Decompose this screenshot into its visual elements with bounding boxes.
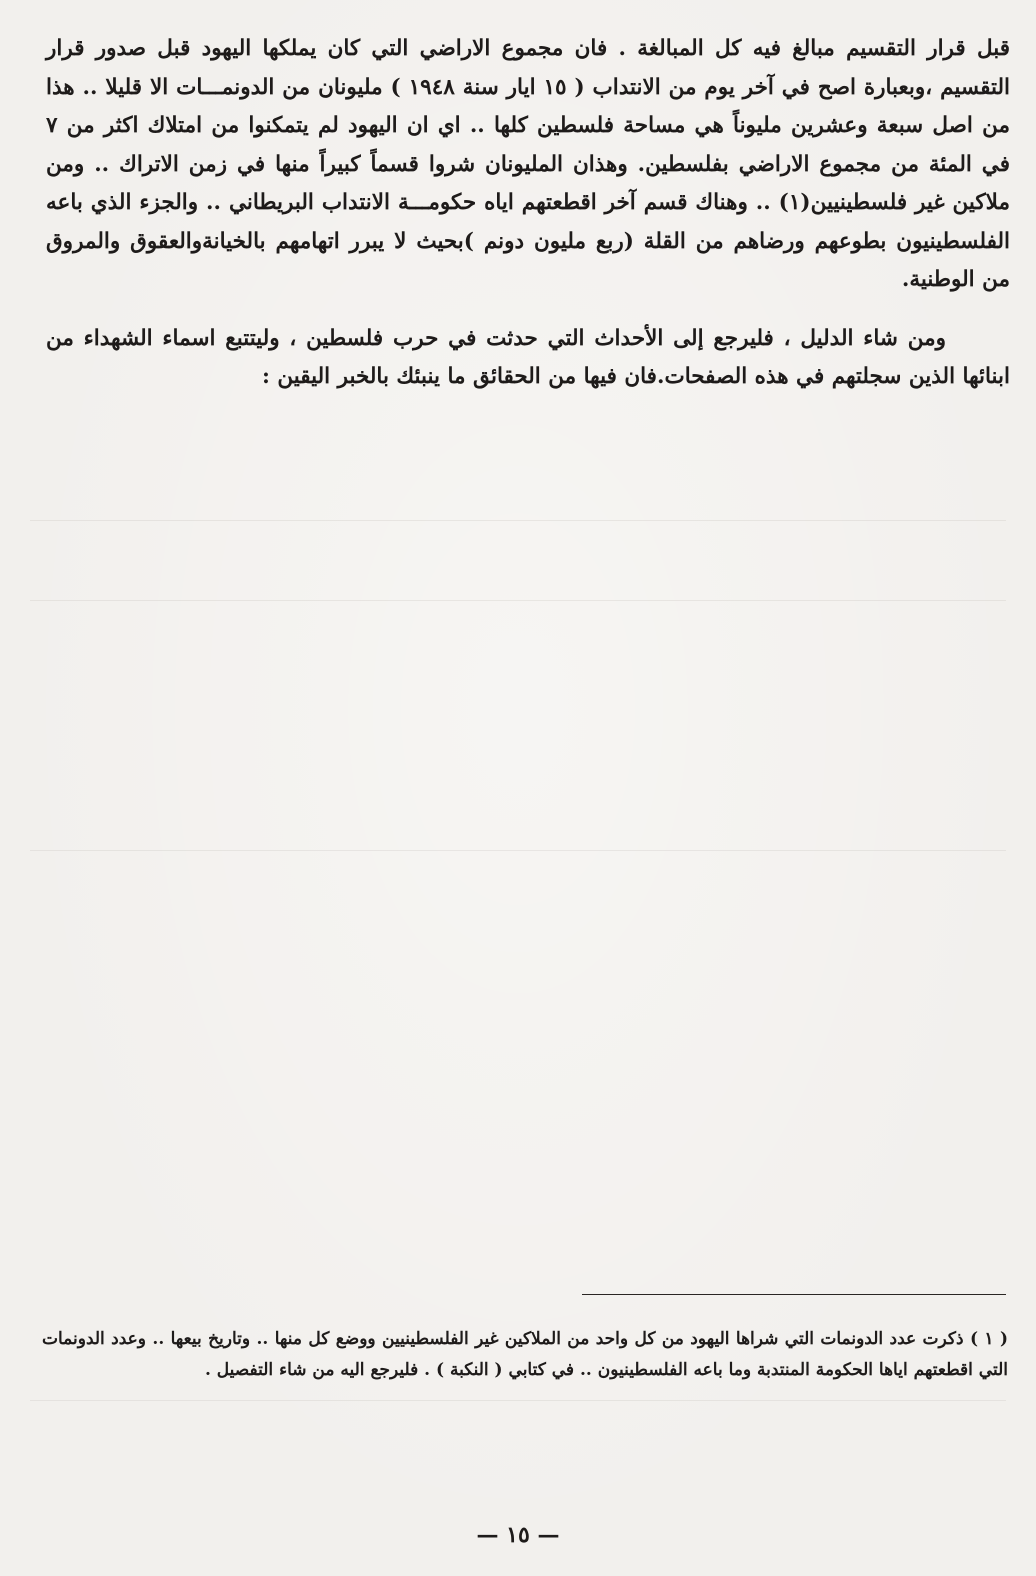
page-number: — ١٥ — bbox=[476, 1522, 560, 1548]
footnote-text: ( ١ ) ذكرت عدد الدونمات التي شراها اليهود من كل واحد من الملاكين غير الفلسطينيين ووضع كل منها .. وتاريخ بيعها .. وعدد الدونمات التي اقطعتهم اياها الحكومة المنتدبة وما باعه الفلسطينيون .. في كتابي ( النكبة ) . فليرجع اليه من شاء التفصيل . bbox=[42, 1329, 1008, 1380]
paragraph-1: قبل قرار التقسيم مبالغ فيه كل المبالغة . فان مجموع الاراضي التي كان يملكها اليهود قبل صدور قرار التقسيم ،وبعبارة اصح في آخر يوم من الانتداب ( ١٥ ايار سنة ١٩٤٨ ) مليونان من الدونمـــات الا قليلا .. هذا من اصل سبعة وعشرين مليوناً هي مساحة فلسطين كلها .. اي ان اليهود لم يتمكنوا من امتلاك اكثر من ٧ في المئة من مجموع الاراضي بفلسطين. وهذان المليونان شروا قسماً كبيراً منها في زمن الاتراك .. ومن ملاكين غير فلسطينيين(١) .. وهناك قسم آخر اقطعتهم اياه حكومـــة الانتداب البريطاني .. والجزء الذي باعه الفلسطينيون بطوعهم ورضاهم من القلة (ربع مليون دونم )بحيث لا يبرر اتهامهم بالخيانةوالعقوق والمروق من الوطنية. bbox=[46, 36, 1010, 292]
paragraph-2: ومن شاء الدليل ، فليرجع إلى الأحداث التي حدثت في حرب فلسطين ، وليتتبع اسماء الشهداء من ابنائها الذين سجلتهم في هذه الصفحات.فان فيها من الحقائق ما ينبئك بالخبر اليقين : bbox=[46, 325, 1010, 389]
reverse-side-bleed-through bbox=[30, 470, 1006, 1470]
footnote bbox=[42, 1324, 1008, 1386]
footnote-separator bbox=[582, 1294, 1006, 1295]
body-text bbox=[46, 30, 1010, 397]
